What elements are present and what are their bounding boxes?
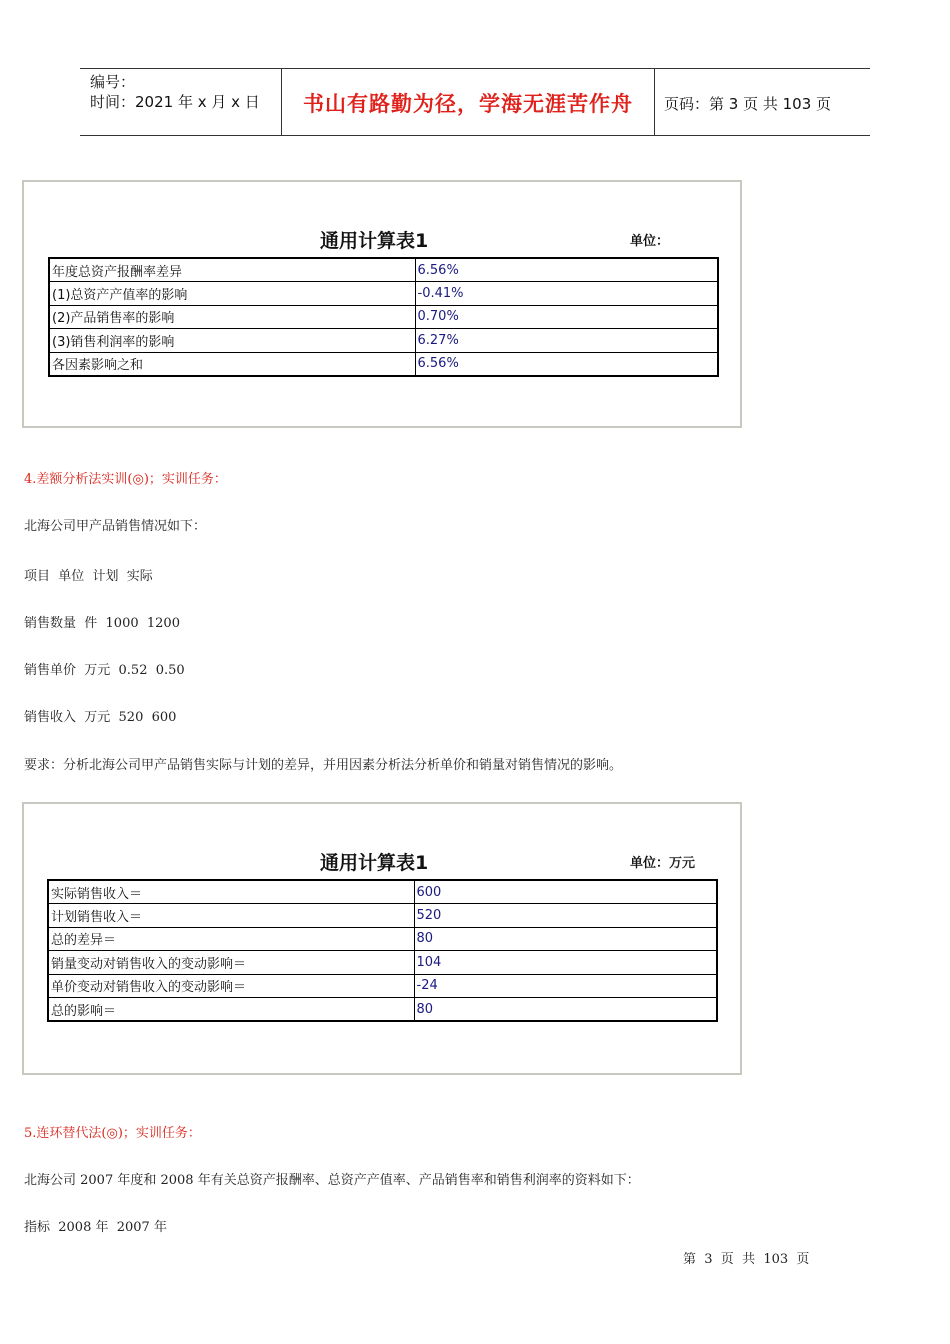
row-label: (1)总资产产值率的影响 — [49, 282, 415, 306]
document-time-label: 时间：2021 年 x 月 x 日 — [90, 93, 260, 111]
table-row — [48, 998, 717, 1022]
calc-table-2 — [47, 879, 718, 1022]
calc-table-1-unit — [630, 230, 669, 249]
row-value: -24 — [414, 974, 717, 998]
row-label: (2)产品销售率的影响 — [49, 305, 415, 329]
calc-table-2-title: 通用计算表1 — [320, 852, 429, 874]
row-label: 销量变动对销售收入的变动影响＝ — [48, 951, 414, 975]
section-5-heading: 5.连环替代法(◎)；实训任务： — [24, 1126, 201, 1141]
section-4-line-qty: 销售数量 件 1000 1200 — [24, 616, 180, 631]
table-row — [48, 927, 717, 951]
row-label: 总的影响＝ — [48, 998, 414, 1022]
table-row — [49, 352, 718, 376]
unit-label: 单位： — [630, 234, 670, 249]
row-value: 104 — [414, 951, 717, 975]
row-label: 计划销售收入＝ — [48, 904, 414, 928]
header-divider-right — [654, 68, 655, 135]
row-value: -0.41% — [415, 282, 718, 306]
section-4-requirement: 要求：分析北海公司甲产品销售实际与计划的差异，并用因素分析法分析单价和销量对销售情况的影响。 — [24, 758, 623, 773]
row-value: 80 — [414, 927, 717, 951]
row-value: 0.70% — [415, 305, 718, 329]
row-value: 6.27% — [415, 329, 718, 353]
table-row — [49, 329, 718, 353]
table-row — [49, 305, 718, 329]
row-value: 600 — [414, 880, 717, 904]
header-top-rule — [80, 68, 870, 69]
row-label: 各因素影响之和 — [49, 352, 415, 376]
table-row — [48, 904, 717, 928]
header-left-block — [90, 72, 260, 112]
calc-panel-1 — [22, 180, 742, 428]
row-value: 6.56% — [415, 352, 718, 376]
row-label: (3)销售利润率的影响 — [49, 329, 415, 353]
calc-panel-2 — [22, 802, 742, 1075]
document-number-label: 编号： — [90, 73, 136, 91]
calc-table-1 — [48, 257, 719, 377]
section-4-heading: 4.差额分析法实训(◎)；实训任务： — [24, 472, 227, 487]
unit-label: 单位： — [630, 856, 670, 871]
row-label: 总的差异＝ — [48, 927, 414, 951]
row-value: 80 — [414, 998, 717, 1022]
section-4-line-revenue: 销售收入 万元 520 600 — [24, 710, 177, 725]
section-4-line-header: 项目 单位 计划 实际 — [24, 569, 153, 584]
header-page-info: 页码：第 3 页 共 103 页 — [664, 95, 832, 113]
row-label: 年度总资产报酬率差异 — [49, 258, 415, 282]
section-4-line-price: 销售单价 万元 0.52 0.50 — [24, 663, 185, 678]
row-label: 实际销售收入＝ — [48, 880, 414, 904]
table-row — [49, 282, 718, 306]
section-5-intro: 北海公司 2007 年度和 2008 年有关总资产报酬率、总资产产值率、产品销售率和销售利润率的资料如下： — [24, 1173, 640, 1188]
table-row — [48, 880, 717, 904]
row-value: 520 — [414, 904, 717, 928]
calc-table-2-unit — [630, 852, 695, 871]
header-bottom-rule — [80, 135, 870, 136]
section-4-intro: 北海公司甲产品销售情况如下： — [24, 519, 207, 534]
footer-page-number: 第 3 页 共 103 页 — [683, 1252, 810, 1267]
header-motto: 书山有路勤为径，学海无涯苦作舟 — [303, 92, 633, 116]
table-row — [48, 974, 717, 998]
row-value: 6.56% — [415, 258, 718, 282]
calc-table-1-title: 通用计算表1 — [320, 230, 429, 252]
section-5-line-header: 指标 2008 年 2007 年 — [24, 1220, 167, 1235]
unit-value: 万元 — [669, 856, 696, 871]
table-row — [48, 951, 717, 975]
row-label: 单价变动对销售收入的变动影响＝ — [48, 974, 414, 998]
table-row — [49, 258, 718, 282]
